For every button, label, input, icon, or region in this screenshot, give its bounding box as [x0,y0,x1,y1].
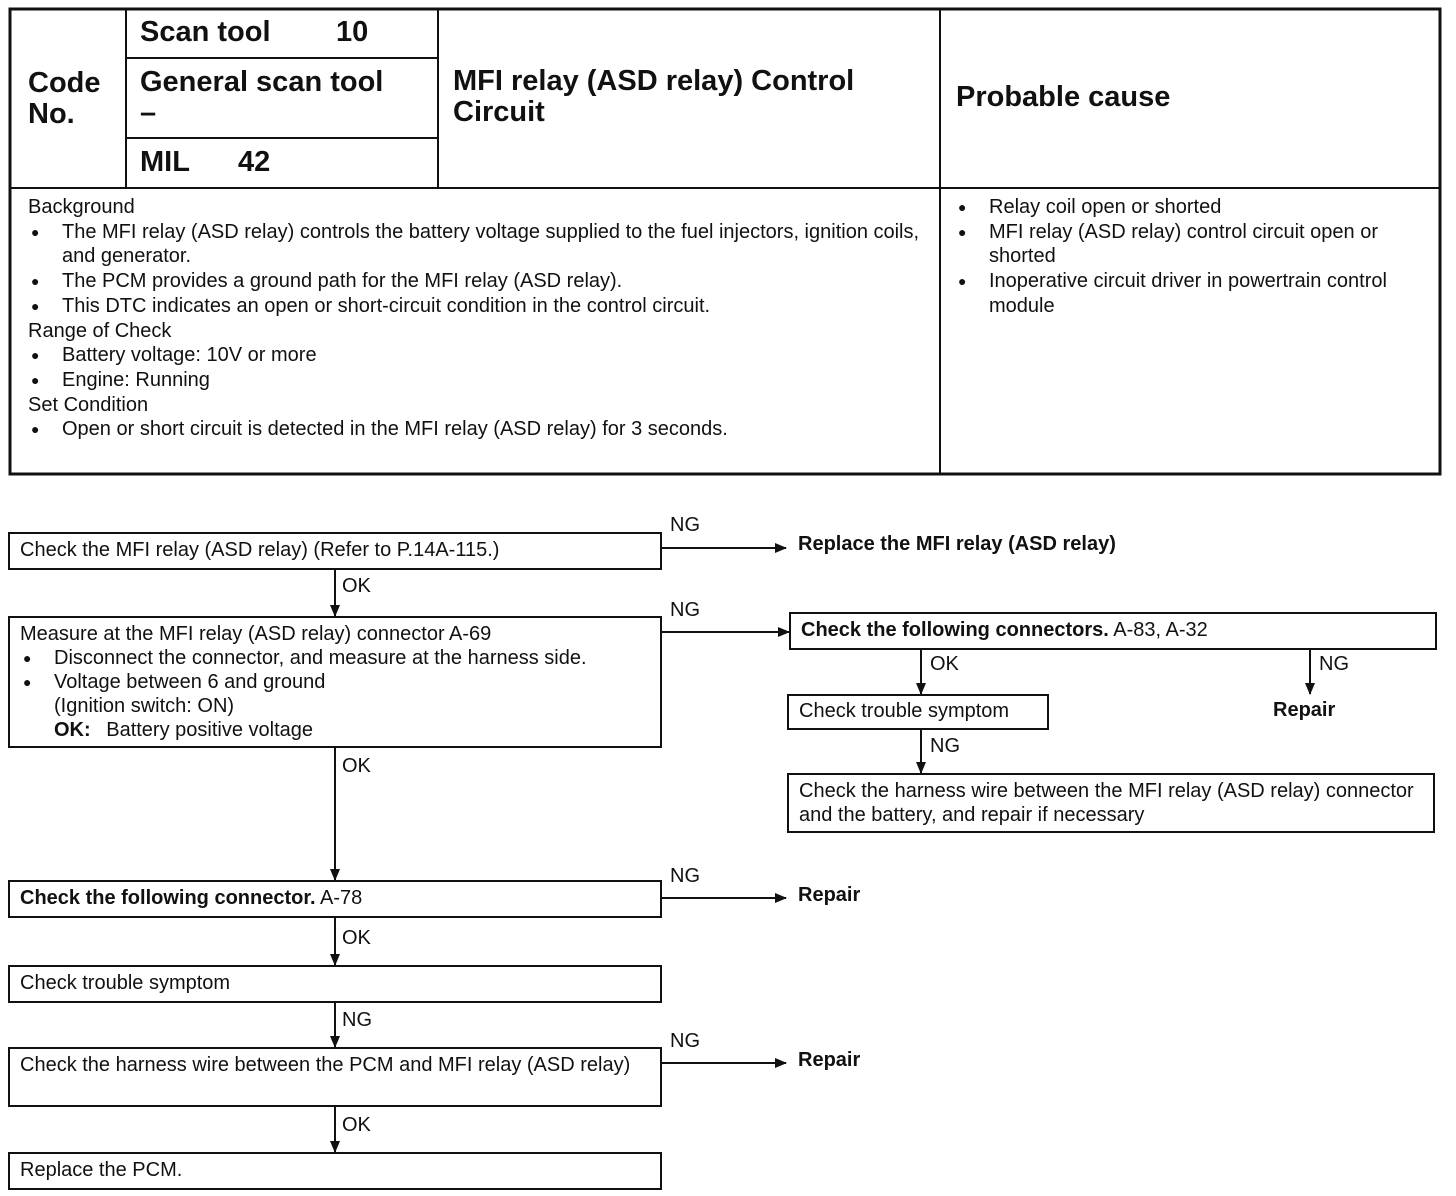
ok-label: OK [342,755,371,777]
ng-label: NG [670,865,700,887]
step-condition: (Ignition switch: ON) [54,695,235,717]
repair-result: Repair [798,884,861,906]
range-item: ● Battery voltage: 10V or more [28,343,928,368]
check-mfi-relay-step [8,532,662,570]
background-item: ● This DTC indicates an open or short-circuit condition in the control circuit. [28,294,928,319]
ng-label: NG [670,514,700,536]
set-condition-item: ● Open or short circuit is detected in the MFI relay (ASD relay) for 3 seconds. [28,417,928,442]
connector-codes: A-83, A-32 [1113,619,1208,641]
cause-item: ● Relay coil open or shorted [955,195,1425,220]
check-connectors-branch [789,612,1437,650]
branch-repair-result: Repair [1273,699,1336,721]
dtc-title: MFI relay (ASD relay) Control Circuit [453,65,855,128]
general-scan-tool-value: – [140,97,157,129]
background-item: ● The PCM provides a ground path for the MFI relay (ASD relay). [28,269,928,294]
cause-item: ● MFI relay (ASD relay) control circuit open or shorted [955,220,1425,269]
step-text: Check the harness wire between the PCM and MFI relay (ASD relay) [20,1054,631,1076]
general-scan-tool-label: General scan tool [140,66,384,98]
code-no-label: Code No. [28,67,101,130]
range-heading: Range of Check [28,319,172,342]
ok-label: OK [930,653,959,675]
step-item: ● Voltage between 6 and ground [20,670,650,694]
measure-connector-step [8,616,662,748]
ok-criteria-value: Battery positive voltage [106,719,314,741]
step-text: Check trouble symptom [799,700,1010,722]
ok-label: OK [342,927,371,949]
check-harness-pcm-step [8,1047,662,1107]
background-item: ● The MFI relay (ASD relay) controls the battery voltage supplied to the fuel injectors, ignition coils, and generator. [28,220,928,269]
step-text-bold: Check the following connectors. [801,619,1109,641]
step-title: Measure at the MFI relay (ASD relay) connector A-69 [20,623,492,645]
ng-label: NG [670,599,700,621]
ok-criteria-label: OK: [54,719,91,741]
scan-tool-value: 10 [336,16,369,48]
ng-label: NG [1319,653,1349,675]
cause-item: ● Inoperative circuit driver in powertrain control module [955,269,1425,318]
connector-code: A-78 [320,887,363,909]
range-item: ● Engine: Running [28,368,928,393]
scan-tool-label: Scan tool [140,16,271,48]
ng-label: NG [342,1009,372,1031]
replace-relay-result: Replace the MFI relay (ASD relay) [798,533,1116,555]
mil-label: MIL [140,146,190,178]
set-condition-heading: Set Condition [28,393,149,416]
branch-harness-check [787,773,1435,833]
replace-pcm-step [8,1152,662,1190]
step-item: ● Disconnect the connector, and measure at the harness side. [20,646,650,670]
branch-trouble-symptom [787,694,1049,730]
ng-label: NG [930,735,960,757]
step-text-bold: Check the following connector. [20,887,316,909]
step-text: Check trouble symptom [20,972,231,994]
step-text: Check the MFI relay (ASD relay) (Refer to P.14A-115.) [20,539,500,561]
step-ok-criteria [20,718,650,742]
ng-label: NG [670,1030,700,1052]
check-trouble-symptom-step [8,965,662,1003]
ok-label: OK [342,1114,371,1136]
step-text: Check the harness wire between the MFI relay (ASD relay) connector and the battery, and repair if necessary [799,780,1414,826]
repair-result: Repair [798,1049,861,1071]
background-heading: Background [28,196,135,218]
ok-label: OK [342,575,371,597]
mil-value: 42 [238,146,271,178]
probable-cause-heading: Probable cause [956,81,1171,113]
check-connector-step [8,880,662,918]
step-text: Replace the PCM. [20,1159,183,1181]
